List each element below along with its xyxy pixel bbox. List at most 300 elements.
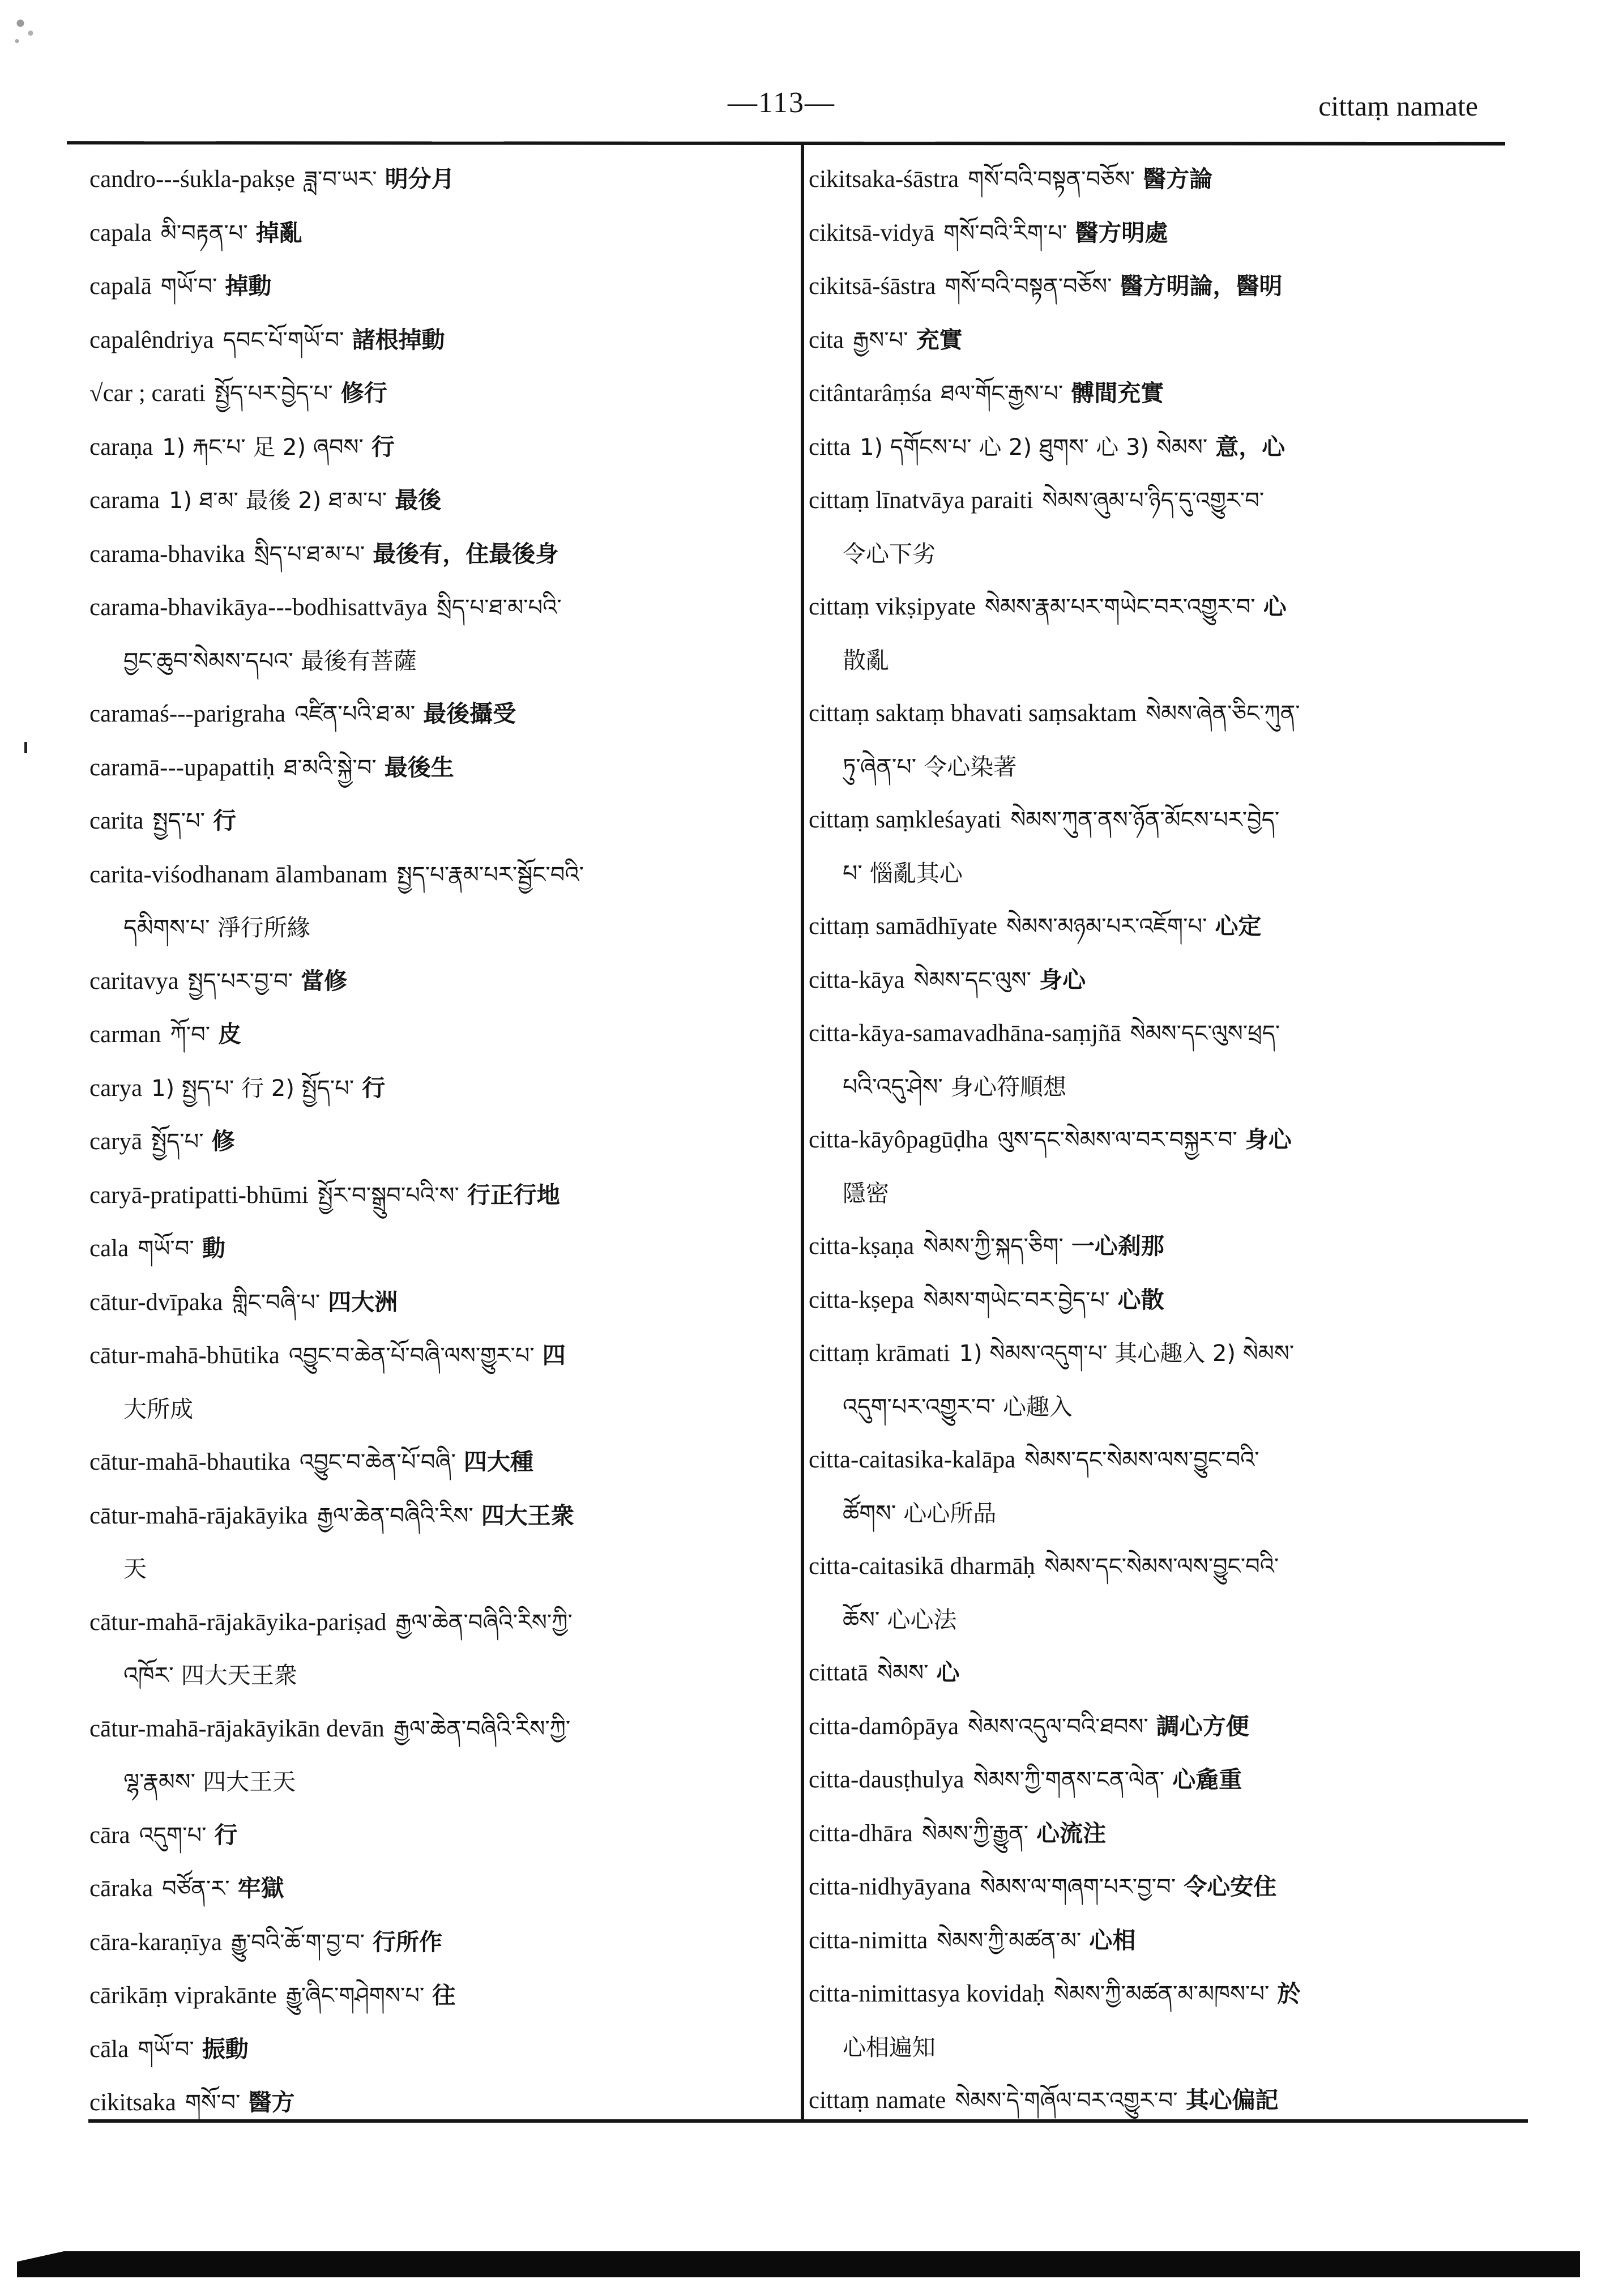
entry-chinese: 充實 — [916, 326, 963, 353]
entry-chinese: 最後攝受 — [423, 700, 516, 727]
entry-chinese: 四大洲 — [328, 1288, 398, 1316]
entry-tibetan: 1) རྐང་པ་ 足 2) ཞབས་ — [162, 434, 364, 460]
dictionary-entry — [89, 795, 786, 848]
entry-headword: cittaṃ līnatvāya paraiti — [809, 487, 1033, 514]
entry-line — [809, 1327, 1511, 1381]
dictionary-entry — [89, 1809, 786, 1863]
entry-tibetan: སྲིད་པ་ཐ་མ་པ་ — [254, 541, 365, 567]
entry-line — [89, 1809, 786, 1863]
entry-continuation: 大所成 — [123, 1395, 193, 1423]
dictionary-entry — [809, 1753, 1511, 1807]
entry-tibetan: ཀོ་བ་ — [170, 1022, 211, 1048]
dictionary-entry — [89, 153, 786, 207]
entry-continuation: ཏུ་ཞེན་པ་ 令心染著 — [843, 753, 1017, 780]
entry-headword: caritavya — [89, 967, 179, 995]
entry-headword: cāra-karaṇīya — [89, 1928, 222, 1956]
entry-headword: citântarâṃśa — [809, 380, 932, 407]
entry-continuation: 令心下劣 — [843, 540, 936, 567]
entry-tibetan: བཙོན་ར་ — [162, 1876, 230, 1902]
entry-continuation: དམིགས་པ་ 淨行所緣 — [123, 914, 310, 941]
entry-headword: cātur-dvīpaka — [89, 1288, 223, 1316]
entry-line — [809, 1540, 1511, 1594]
entry-chinese: 身心 — [1039, 966, 1086, 993]
entry-headword: caramaś---parigraha — [89, 701, 286, 727]
entry-tibetan: རྒྱལ་ཆེན་བཞིའི་རིས་ཀྱི་ — [395, 1609, 573, 1636]
entry-continuation: 散亂 — [843, 646, 889, 674]
dictionary-entry — [89, 260, 786, 314]
entry-line — [89, 1436, 786, 1490]
entry-continuation: ལྷ་རྣམས་ 四大王天 — [123, 1768, 296, 1795]
entry-line — [89, 1702, 786, 1756]
entry-tibetan: གཡོ་བ་ — [160, 274, 217, 300]
entry-headword: citta-kāya — [809, 966, 905, 993]
entry-tibetan: སེམས་ཀྱི་རྒྱུན་ — [921, 1820, 1029, 1847]
entry-tibetan: སེམས་ལ་གཞག་པར་བྱ་བ་ — [980, 1874, 1176, 1900]
entry-headword: cittaṃ vikṣipyate — [809, 594, 976, 620]
entry-headword: citta-nimittasya kovidaḥ — [809, 1981, 1045, 2007]
entry-tibetan: སྤྱོར་བ་སྒྲུབ་པའི་ས་ — [317, 1182, 459, 1209]
entry-continuation: འཁོར་ 四大天王衆 — [123, 1662, 297, 1689]
entry-tibetan: སེམས་འདུལ་བའི་ཐབས་ — [968, 1713, 1148, 1740]
dictionary-entry — [89, 1329, 786, 1436]
dictionary-entry — [809, 793, 1511, 900]
entry-headword: citta-damôpāya — [809, 1713, 959, 1740]
entry-headword: carama — [89, 487, 160, 514]
entry-chinese: 心麁重 — [1172, 1766, 1242, 1793]
entry-tibetan: སེམས་ཞུམ་པ་ཉིད་དུ་འགྱུར་བ་ — [1042, 488, 1265, 514]
dictionary-entry — [89, 1222, 786, 1276]
entry-tibetan: སྤྱོད་པར་བྱེད་པ་ — [215, 381, 333, 407]
entry-chinese: 調心方便 — [1156, 1712, 1249, 1740]
entry-line — [89, 1329, 786, 1383]
entry-chinese: 心流注 — [1036, 1819, 1107, 1847]
entry-chinese: 最後有，住最後身 — [373, 540, 559, 567]
entry-chinese: 髆間充實 — [1071, 379, 1164, 407]
entry-tibetan: སེམས་ཀྱི་མཚན་མ་ — [937, 1927, 1082, 1954]
entry-line — [89, 367, 786, 421]
entry-chinese: 動 — [202, 1235, 225, 1262]
dictionary-entry — [809, 1914, 1511, 1968]
dictionary-entry — [809, 153, 1511, 207]
dictionary-entry — [89, 421, 786, 475]
entry-headword: cāraka — [89, 1875, 153, 1902]
entry-line — [89, 581, 786, 635]
dictionary-entry — [89, 1702, 786, 1809]
entry-line — [89, 1862, 786, 1916]
entry-line — [809, 954, 1511, 1008]
entry-line — [89, 1969, 786, 2023]
dictionary-entry — [89, 314, 786, 368]
entry-chinese: 意，心 — [1215, 433, 1285, 460]
entry-tibetan: 1) སྤྱད་པ་ 行 2) སྤྱོད་པ་ — [151, 1075, 355, 1102]
entry-tibetan: སེམས་དང་སེམས་ལས་བྱུང་བའི་ — [1044, 1554, 1279, 1580]
entry-headword: cātur-mahā-bhūtika — [89, 1342, 280, 1369]
dictionary-entry — [809, 1007, 1511, 1113]
entry-headword: cātur-mahā-bhautika — [89, 1449, 291, 1475]
entry-tibetan: གསོ་བའི་བསྟན་བཅོས་ — [945, 274, 1112, 300]
entry-line — [809, 1914, 1511, 1968]
entry-line — [89, 848, 786, 902]
dictionary-entry — [89, 741, 786, 795]
entry-headword: cala — [89, 1235, 129, 1262]
entry-tibetan: སེམས་ཀྱི་མཚན་མ་མཁས་པ་ — [1053, 1981, 1270, 2007]
entry-headword: cārikāṃ viprakānte — [89, 1982, 277, 2009]
dictionary-entry — [809, 1700, 1511, 1754]
dictionary-entry — [809, 1540, 1511, 1646]
entry-line — [89, 795, 786, 848]
entry-line — [809, 1113, 1511, 1167]
entry-headword: carama-bhavikāya---bodhisattvāya — [89, 594, 428, 621]
entry-headword: capala — [89, 219, 152, 246]
entry-line — [809, 367, 1511, 421]
entry-line — [89, 1596, 786, 1650]
dictionary-entry — [89, 581, 786, 688]
entry-headword: citta-caitasika-kalāpa — [809, 1446, 1016, 1473]
dictionary-entry — [89, 1008, 786, 1062]
entry-chinese: 四 — [542, 1342, 566, 1369]
dictionary-entry — [809, 1327, 1511, 1433]
entry-headword: citta-dausṭhulya — [809, 1766, 964, 1793]
entry-tibetan: སྤྱོད་པ་ — [151, 1129, 204, 1155]
entry-line — [89, 688, 786, 741]
entry-line — [89, 260, 786, 314]
entry-headword: carama-bhavika — [89, 540, 245, 567]
entry-chinese: 一心刹那 — [1071, 1232, 1164, 1260]
entry-chinese: 掉動 — [225, 272, 272, 300]
entry-tibetan: སེམས་གཡེང་བར་བྱེད་པ་ — [923, 1287, 1110, 1313]
entry-chinese: 心散 — [1117, 1286, 1164, 1313]
dictionary-entry — [89, 474, 786, 528]
entry-chinese: 最後生 — [384, 753, 454, 781]
entry-chinese: 心定 — [1215, 912, 1262, 940]
entry-chinese: 其心偏記 — [1185, 2086, 1279, 2114]
entry-headword: caryā-pratipatti-bhūmi — [89, 1181, 309, 1209]
dictionary-entry — [89, 1115, 786, 1169]
dictionary-entry — [809, 1433, 1511, 1540]
dictionary-entry — [809, 314, 1511, 368]
dictionary-entry — [89, 1169, 786, 1223]
entry-headword: cittaṃ namate — [809, 2087, 946, 2114]
entry-headword: cita — [809, 326, 844, 353]
entry-line — [809, 900, 1511, 954]
entry-chinese: 心 — [936, 1659, 960, 1686]
entry-chinese: 行 — [371, 433, 395, 460]
dictionary-entry — [89, 1436, 786, 1490]
entry-line — [89, 1115, 786, 1169]
entry-line — [809, 1274, 1511, 1328]
dictionary-entry — [809, 207, 1511, 261]
entry-line — [89, 1062, 786, 1116]
entry-headword: cātur-mahā-rājakāyika-pariṣad — [89, 1608, 387, 1636]
entry-headword: caraṇa — [89, 433, 153, 460]
dictionary-entry — [809, 474, 1511, 581]
entry-tibetan: སེམས་མཉམ་པར་འཇོག་པ་ — [1006, 914, 1207, 940]
entry-line — [809, 153, 1511, 207]
entry-headword: cātur-mahā-rājakāyika — [89, 1502, 308, 1529]
entry-headword: citta-kṣaṇa — [809, 1233, 915, 1260]
entry-chinese: 諸根掉動 — [352, 326, 445, 353]
entry-continuation: འདུག་པར་འགྱུར་བ་ 心趣入 — [843, 1393, 1073, 1420]
entry-tibetan: སེམས་ཀྱི་སྐད་ཅིག་ — [923, 1234, 1064, 1260]
entry-headword: cikitsā-vidyā — [809, 219, 935, 246]
entry-headword: capalā — [89, 273, 152, 300]
entry-headword: cikitsā-śāstra — [809, 273, 936, 300]
entry-line — [89, 1169, 786, 1223]
entry-tibetan: སེམས་དང་སེམས་ལས་བྱུང་བའི་ — [1024, 1447, 1259, 1473]
entry-tibetan: སེམས་དང་ལུས་ཕྲད་ — [1130, 1021, 1280, 1047]
entry-tibetan: སྲིད་པ་ཐ་མ་པའི་ — [436, 595, 562, 621]
entry-tibetan: གསོ་བ་ — [185, 2090, 241, 2116]
entry-chinese: 修行 — [340, 379, 387, 407]
entry-tibetan: མི་བརྟན་པ་ — [160, 220, 248, 246]
entry-tibetan: 1) སེམས་འདུག་པ་ 其心趣入 2) སེམས་ — [959, 1341, 1295, 1367]
entry-tibetan: ཐལ་གོང་རྒྱས་པ་ — [941, 381, 1064, 407]
entry-line — [809, 314, 1511, 368]
dictionary-entry — [809, 260, 1511, 314]
entry-continuation: ཚོགས་ 心心所品 — [843, 1499, 997, 1527]
entry-headword: cātur-mahā-rājakāyikān devān — [89, 1715, 385, 1742]
entry-chinese: 醫方論 — [1143, 165, 1213, 193]
entry-headword: candro---śukla-pakṣe — [89, 166, 295, 193]
entry-line — [809, 581, 1511, 634]
entry-line — [89, 2023, 786, 2077]
entry-line — [89, 474, 786, 528]
entry-chinese: 身心 — [1245, 1126, 1292, 1153]
dictionary-entry — [809, 900, 1511, 954]
dictionary-entry — [809, 1220, 1511, 1274]
entry-tibetan: འབྱུང་བ་ཆེན་པོ་བཞི་ལས་གྱུར་པ་ — [288, 1343, 535, 1369]
dictionary-entry — [809, 687, 1511, 793]
entry-headword: cittaṃ saṃkleśayati — [809, 806, 1002, 833]
entry-chinese: 醫方明處 — [1075, 219, 1168, 246]
entry-chinese: 行所作 — [373, 1928, 443, 1956]
entry-tibetan: གཡོ་བ་ — [138, 2036, 194, 2063]
dictionary-entry — [89, 1062, 786, 1116]
running-head: cittaṃ namate — [1318, 90, 1478, 122]
entry-line — [809, 1700, 1511, 1754]
entry-line — [89, 528, 786, 582]
entry-tibetan: རྒྱུ་བའི་ཆོ་ག་བྱ་བ་ — [230, 1929, 365, 1956]
entry-chinese: 四大種 — [463, 1448, 533, 1475]
entry-headword: cāra — [89, 1821, 130, 1849]
dictionary-entry — [809, 1860, 1511, 1914]
entry-line — [809, 1433, 1511, 1487]
dictionary-entry — [809, 421, 1511, 475]
entry-line — [809, 687, 1511, 741]
entry-headword: citta-dhāra — [809, 1820, 913, 1847]
entry-line — [809, 1860, 1511, 1914]
bottom-rule — [88, 2119, 1528, 2123]
entry-line — [89, 1490, 786, 1543]
dictionary-entry — [89, 688, 786, 741]
dictionary-entry — [809, 581, 1511, 687]
entry-chinese: 明分月 — [385, 165, 455, 193]
entry-headword: citta-caitasikā dharmāḥ — [809, 1553, 1035, 1580]
entry-chinese: 皮 — [218, 1021, 242, 1048]
dictionary-entry — [89, 2023, 786, 2077]
entry-headword: citta-kṣepa — [809, 1286, 915, 1313]
column-divider — [801, 145, 804, 2122]
entry-tibetan: སེམས་ཀྱི་གནས་ངན་ལེན་ — [973, 1767, 1165, 1793]
entry-headword: citta — [809, 433, 851, 460]
entry-chinese: 行正行地 — [467, 1181, 560, 1209]
entry-chinese: 行 — [213, 807, 237, 834]
entry-tibetan: འཛིན་པའི་ཐ་མ་ — [294, 701, 416, 727]
entry-line — [809, 1007, 1511, 1061]
dictionary-entry — [89, 367, 786, 421]
entry-tibetan: གསོ་བའི་རིག་པ་ — [943, 220, 1067, 246]
entry-tibetan: ཐ་མའི་སྐྱེ་བ་ — [284, 754, 377, 781]
entry-headword: cittaṃ samādhīyate — [809, 913, 998, 940]
entry-tibetan: འབྱུང་བ་ཆེན་པོ་བཞི་ — [299, 1449, 456, 1475]
entry-continuation: ཆོས་ 心心法 — [843, 1606, 957, 1633]
entry-headword: carita-viśodhanam ālambanam — [89, 861, 388, 888]
margin-mark — [24, 742, 27, 753]
dictionary-entry — [809, 1646, 1511, 1700]
entry-line — [809, 474, 1511, 528]
entry-headword: carman — [89, 1021, 161, 1048]
entry-chinese: 於 — [1277, 1980, 1301, 2007]
entry-line — [89, 1916, 786, 1970]
entry-tibetan: ཟླ་བ་ཡར་ — [304, 167, 377, 193]
entry-line — [89, 207, 786, 261]
entry-chinese: 令心安住 — [1184, 1873, 1277, 1900]
entry-headword: cikitsaka-śāstra — [809, 166, 959, 193]
entry-line — [809, 1646, 1511, 1700]
entry-tibetan: རྒྱལ་ཆེན་བཞིའི་རིས་ཀྱི་ — [393, 1715, 571, 1742]
entry-tibetan: 1) ཐ་མ་ 最後 2) ཐ་མ་པ་ — [169, 488, 387, 514]
dictionary-entry — [89, 1969, 786, 2023]
entry-line — [89, 314, 786, 368]
entry-chinese: 心 — [1263, 593, 1287, 620]
entry-continuation: པའི་འདུ་ཤེས་ 身心符順想 — [843, 1073, 1067, 1100]
entry-chinese: 修 — [211, 1128, 235, 1155]
entry-chinese: 行 — [362, 1074, 386, 1102]
page-number: —113— — [727, 87, 836, 119]
entry-chinese: 四大王衆 — [481, 1501, 574, 1529]
entry-continuation: 天 — [123, 1555, 147, 1582]
entry-tibetan: སེམས་ཀུན་ནས་ཉོན་མོངས་པར་བྱེད་ — [1010, 807, 1280, 833]
entry-headword: carita — [89, 808, 144, 834]
dictionary-entry — [89, 848, 786, 955]
entry-headword: cittaṃ krāmati — [809, 1340, 950, 1367]
dictionary-entry — [89, 1596, 786, 1702]
entry-tibetan: རྒྱལ་ཆེན་བཞིའི་རིས་ — [317, 1503, 473, 1529]
dictionary-entry — [89, 1862, 786, 1916]
scan-edge-band — [17, 2251, 1580, 2277]
entry-chinese: 心相 — [1089, 1926, 1136, 1954]
entry-tibetan: སེམས་ཞེན་ཅིང་ཀུན་ — [1146, 701, 1300, 727]
entry-chinese: 醫方明論，醫明 — [1120, 272, 1283, 300]
dictionary-entry — [89, 955, 786, 1009]
entry-line — [809, 1753, 1511, 1807]
dictionary-entry — [809, 954, 1511, 1008]
entry-line — [809, 793, 1511, 847]
entry-continuation: 心相遍知 — [843, 2033, 936, 2061]
top-rule — [67, 141, 1505, 146]
entry-headword: cittatā — [809, 1659, 869, 1686]
entry-headword: caryā — [89, 1128, 143, 1155]
entry-line — [809, 1807, 1511, 1861]
entry-headword: cittaṃ saktaṃ bhavati saṃsaktam — [809, 700, 1137, 727]
entry-line — [89, 1276, 786, 1330]
entry-headword: carya — [89, 1074, 143, 1102]
entry-chinese: 往 — [432, 1982, 456, 2009]
entry-tibetan: སེམས་དང་ལུས་ — [913, 967, 1032, 993]
entry-line — [89, 421, 786, 475]
dictionary-entry — [809, 1274, 1511, 1328]
entry-headword: cikitsaka — [89, 2089, 176, 2116]
entry-chinese: 掉亂 — [255, 219, 302, 246]
entry-tibetan: སྤྱད་པར་བྱ་བ་ — [187, 968, 293, 995]
entry-tibetan: སེམས་རྣམ་པར་གཡེང་བར་འགྱུར་བ་ — [984, 594, 1255, 620]
entry-chinese: 醫方 — [248, 2089, 295, 2116]
dictionary-entry — [89, 207, 786, 261]
entry-line — [89, 1008, 786, 1062]
entry-line — [89, 955, 786, 1009]
entry-continuation: པ་ 惱亂其心 — [843, 859, 963, 887]
entry-headword: √car ; carati — [89, 380, 206, 407]
entry-tibetan: 1) དགོངས་པ་ 心 2) ཐུགས་ 心 3) སེམས་ — [860, 434, 1208, 460]
dictionary-entry — [809, 367, 1511, 421]
entry-line — [89, 1222, 786, 1276]
entry-continuation: 隱密 — [843, 1179, 889, 1207]
entry-line — [809, 421, 1511, 475]
entry-continuation: བྱང་ཆུབ་སེམས་དཔའ་ 最後有菩薩 — [123, 647, 417, 675]
dictionary-entry — [89, 1490, 786, 1596]
left-column — [89, 153, 786, 2130]
entry-chinese: 行 — [214, 1821, 238, 1849]
right-column — [809, 153, 1511, 2128]
entry-tibetan: སེམས་ — [877, 1660, 929, 1686]
entry-line — [809, 207, 1511, 261]
entry-headword: citta-nidhyāyana — [809, 1873, 971, 1900]
dictionary-entry — [809, 1113, 1511, 1220]
entry-tibetan: གླིང་བཞི་པ་ — [232, 1289, 321, 1316]
entry-chinese: 振動 — [202, 2035, 249, 2063]
entry-tibetan: གཡོ་བ་ — [138, 1236, 194, 1262]
entry-headword: citta-nimitta — [809, 1927, 928, 1954]
entry-line — [809, 260, 1511, 314]
entry-tibetan: རྒྱས་པ་ — [853, 327, 908, 353]
entry-line — [89, 741, 786, 795]
dictionary-entry — [89, 1916, 786, 1970]
dictionary-entry — [809, 1968, 1511, 2074]
entry-tibetan: སྤྱད་པ་ — [152, 808, 206, 834]
entry-chinese: 當修 — [301, 967, 348, 995]
entry-line — [809, 1968, 1511, 2021]
entry-tibetan: འདུག་པ་ — [139, 1822, 207, 1849]
entry-headword: citta-kāya-samavadhāna-saṃjñā — [809, 1020, 1121, 1047]
entry-chinese: 牢獄 — [237, 1875, 284, 1902]
entry-headword: caramā---upapattiḥ — [89, 754, 275, 781]
scan-speckle — [10, 11, 44, 51]
entry-line — [809, 1220, 1511, 1274]
entry-headword: citta-kāyôpagūḍha — [809, 1126, 989, 1153]
dictionary-entry — [809, 1807, 1511, 1861]
dictionary-entry — [89, 528, 786, 582]
entry-line — [89, 153, 786, 207]
dictionary-entry — [89, 1276, 786, 1330]
entry-tibetan: གསོ་བའི་བསྟན་བཅོས་ — [968, 167, 1135, 193]
entry-tibetan: དབང་པོ་གཡོ་བ་ — [223, 327, 344, 353]
entry-headword: capalêndriya — [89, 326, 214, 353]
entry-tibetan: རྒྱུ་ཞིང་གཤེགས་པ་ — [285, 1983, 425, 2009]
entry-chinese: 最後 — [395, 486, 442, 514]
entry-tibetan: ལུས་དང་སེམས་ལ་བར་བསྐྱར་བ་ — [997, 1127, 1237, 1153]
entry-headword: cāla — [89, 2035, 129, 2063]
entry-tibetan: སྤྱད་པ་རྣམ་པར་སྦྱོང་བའི་ — [396, 861, 584, 888]
